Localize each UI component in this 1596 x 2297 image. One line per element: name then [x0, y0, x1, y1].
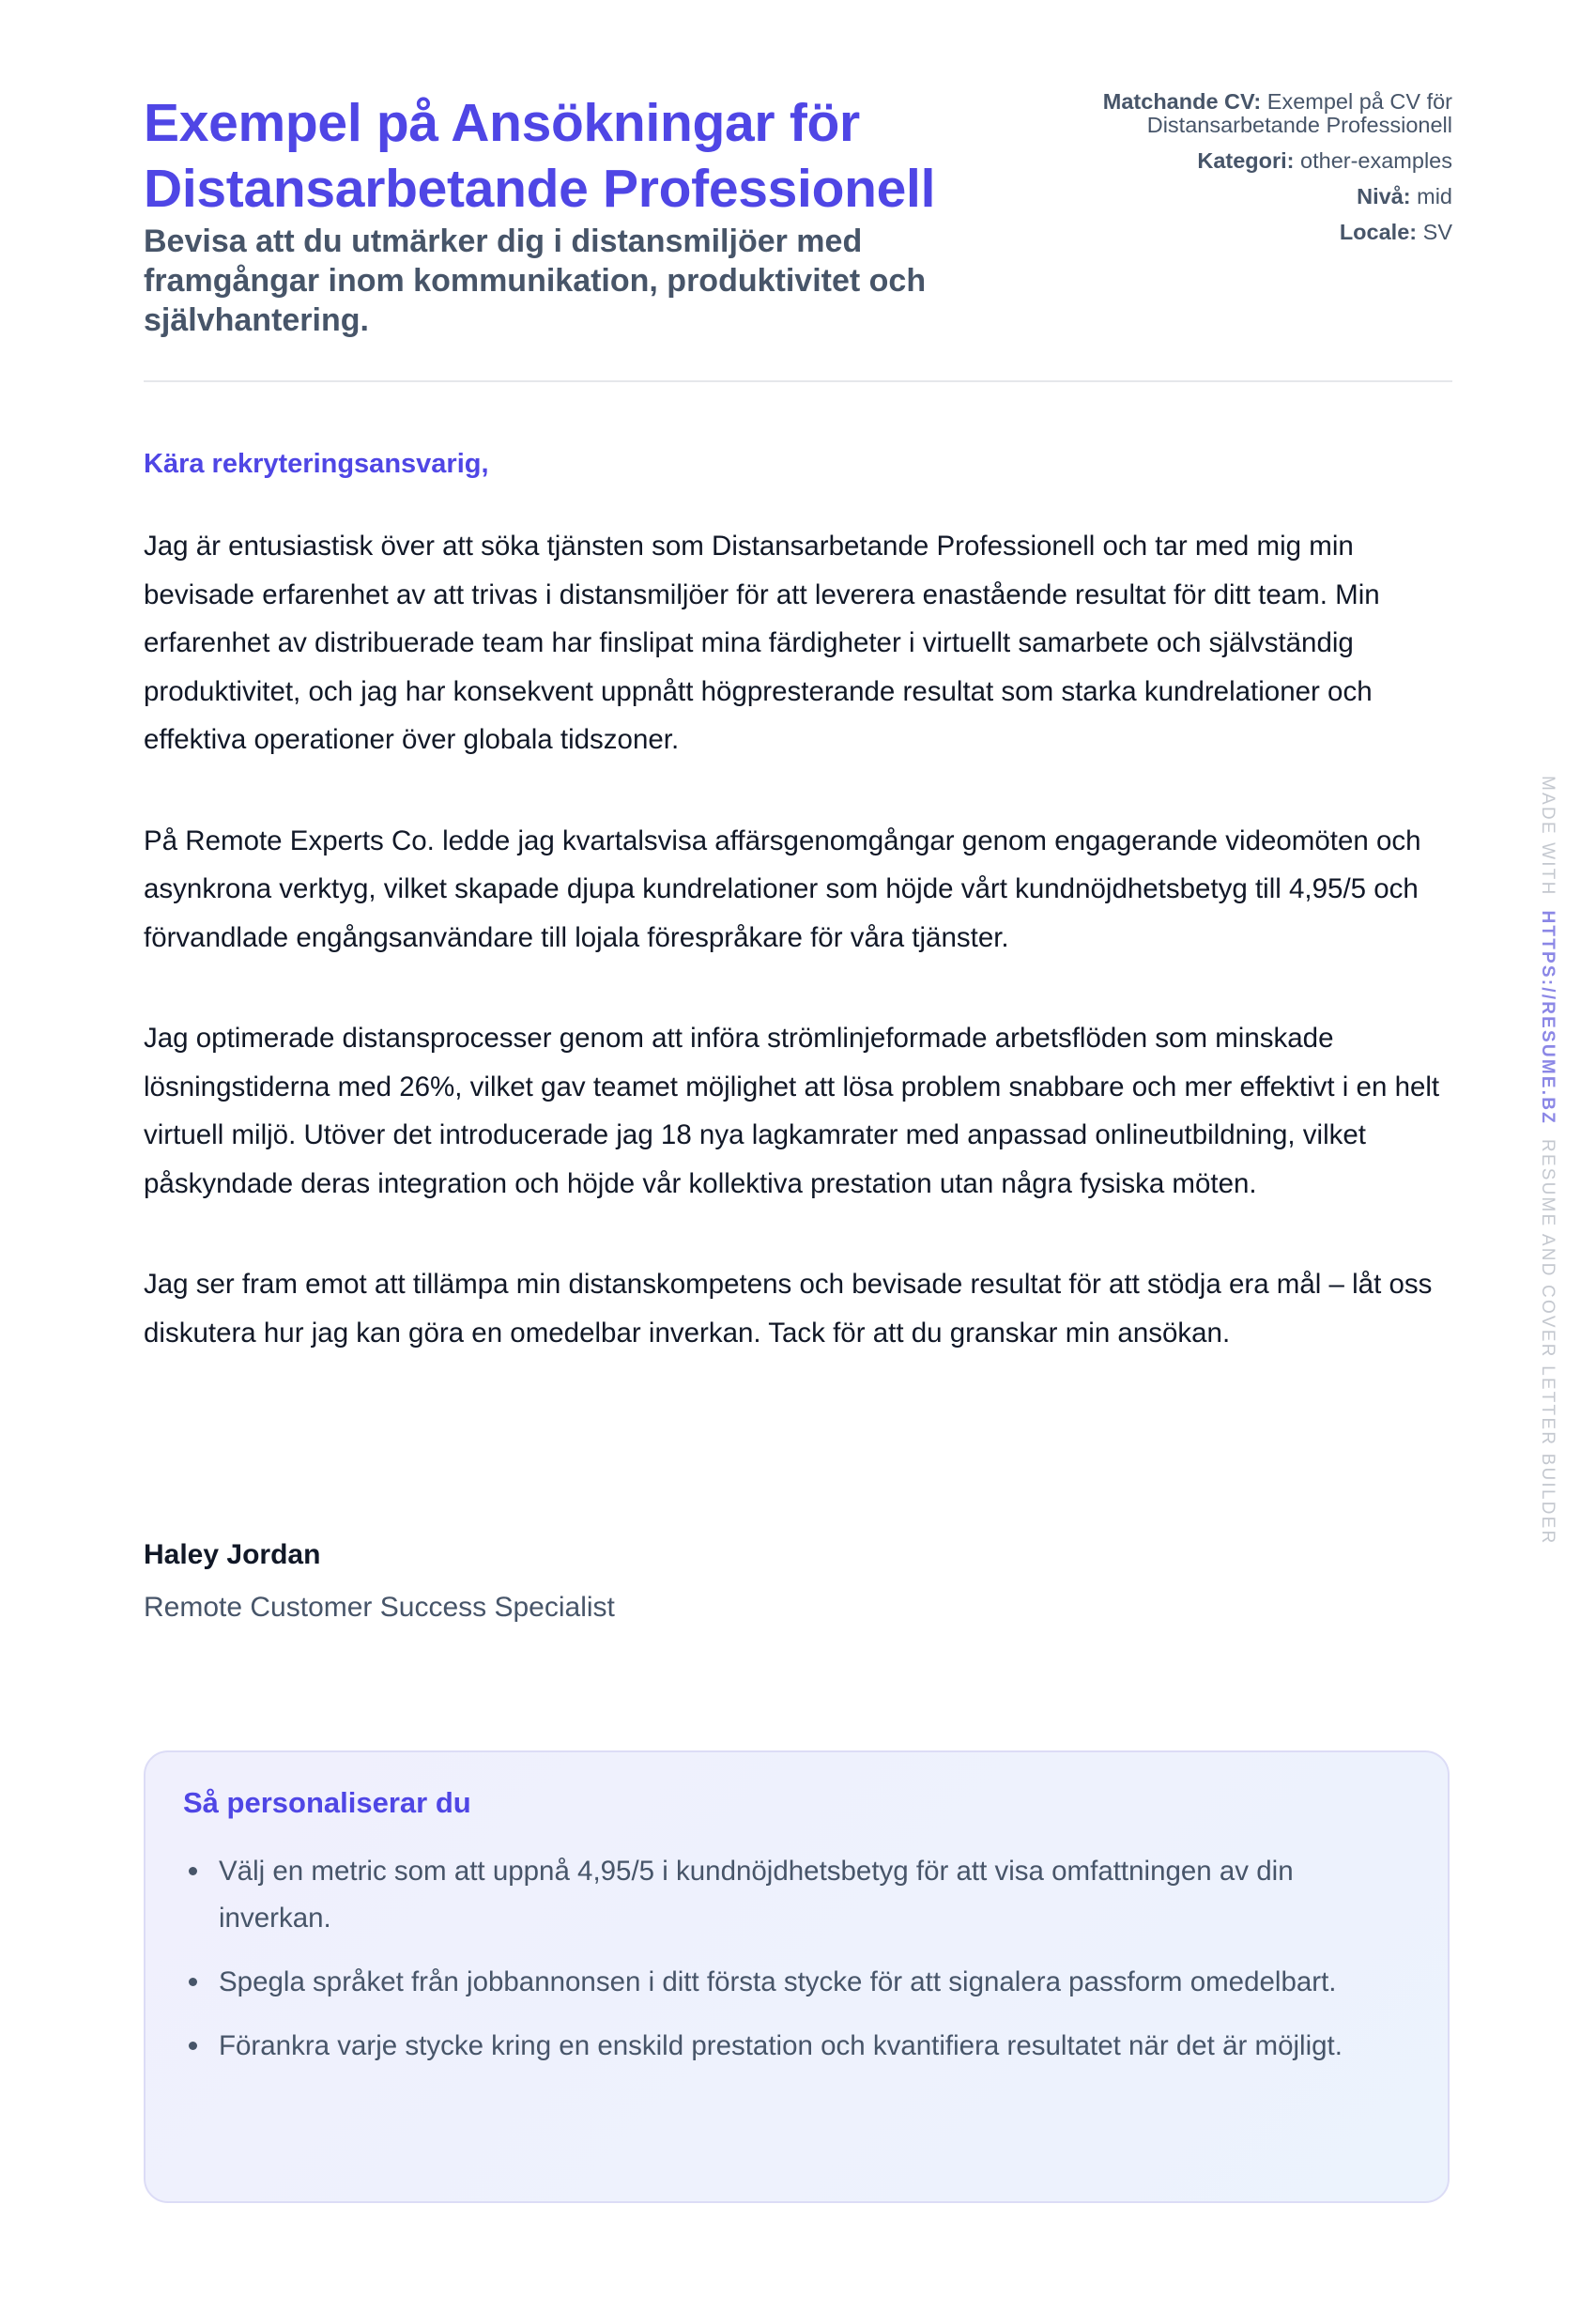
page-subtitle: Bevisa att du utmärker dig i distansmiljöer med framgångar inom kommunikation, produktivitet och självhantering.	[144, 224, 927, 338]
salutation: Kära rekryteringsansvarig,	[144, 449, 489, 479]
meta-locale	[1058, 221, 1452, 244]
meta-level-label: Nivå:	[1357, 184, 1411, 208]
meta-category-label: Kategori:	[1197, 148, 1295, 173]
meta-category	[1058, 149, 1452, 173]
tips-list-item	[183, 1848, 1404, 1942]
tips-title: Så personaliserar du	[183, 1786, 471, 1819]
meta-category-value: other-examples	[1300, 148, 1452, 173]
letter-paragraph: På Remote Experts Co. ledde jag kvartalsvisa affärsgenomgångar genom engagerande videomöten och asynkrona verktyg, vilket skapade djupa kundrelationer som höjde vårt kundnöjdhetsbetyg till 4,95/5 och förvandlade engångsanvändare till lojala förespråkare för våra tjänster.	[144, 825, 1421, 953]
tips-list-item	[183, 2023, 1404, 2070]
meta-level-value: mid	[1417, 184, 1452, 208]
bullet-icon	[189, 1978, 197, 1986]
meta-matching-cv	[1058, 90, 1452, 137]
header	[144, 90, 1452, 340]
tips-item-text: Spegla språket från jobbannonsen i ditt första stycke för att signalera passform omedelbart.	[219, 1966, 1337, 1997]
page-title: Exempel på Ansökningar för Distansarbetande Professionell	[144, 93, 936, 219]
watermark-suffix: RESUME AND COVER LETTER BUILDER	[1538, 1138, 1558, 1546]
meta-locale-label: Locale:	[1339, 220, 1418, 244]
watermark-link[interactable]: HTTPS://RESUME.BZ	[1538, 910, 1558, 1125]
signature	[144, 1538, 615, 1625]
header-divider	[144, 380, 1452, 382]
tips-item-text: Välj en metric som att uppnå 4,95/5 i kundnöjdhetsbetyg för att visa omfattningen av din inverkan.	[219, 1856, 1294, 1934]
meta-locale-value: SV	[1422, 220, 1452, 244]
letter-paragraph: Jag är entusiastisk över att söka tjänsten som Distansarbetande Professionell och tar med mig min bevisade erfarenhet av att trivas i distansmiljöer för att leverera enastående resultat för ditt team. Min erfarenhet av distribuerade team har finslipat mina färdigheter i virtuellt samarbete och självständig produktivitet, och jag har konsekvent uppnått högpresterande resultat som starka kundrelationer och effektiva operationer över globala tidszoner.	[144, 531, 1380, 755]
signature-role: Remote Customer Success Specialist	[144, 1592, 615, 1623]
letter-body	[144, 522, 1458, 1410]
letter-paragraph: Jag optimerade distansprocesser genom att införa strömlinjeformade arbetsflöden som minskade lösningstiderna med 26%, vilket gav teamet möjlighet att lösa problem snabbare och mer effektivt i en helt virtuell miljö. Utöver det introducerade jag 18 nya lagkamrater med anpassad onlineutbildning, vilket påskyndade deras integration och höjde vår kollektiva prestation utan några fysiska möten.	[144, 1023, 1440, 1199]
bullet-icon	[189, 2042, 197, 2050]
tips-list	[183, 1848, 1404, 2087]
signature-name: Haley Jordan	[144, 1539, 321, 1570]
letter-paragraph: Jag ser fram emot att tillämpa min distanskompetens och bevisade resultat för att stödja era mål – låt oss diskutera hur jag kan göra en omedelbar inverkan. Tack för att du granskar min ansökan.	[144, 1269, 1433, 1349]
meta-level	[1058, 185, 1452, 208]
meta-matching-cv-value: Exempel på CV för Distansarbetande Professionell	[1146, 89, 1452, 137]
meta-panel	[1058, 90, 1452, 256]
watermark	[1537, 776, 1558, 1545]
bullet-icon	[189, 1867, 197, 1875]
meta-matching-cv-label: Matchande CV:	[1102, 89, 1262, 114]
watermark-prefix: MADE WITH	[1538, 776, 1558, 897]
tips-item-text: Förankra varje stycke kring en enskild prestation och kvantifiera resultatet när det är möjligt.	[219, 2030, 1343, 2061]
personalization-tips-box	[144, 1750, 1450, 2203]
tips-list-item	[183, 1959, 1404, 2006]
